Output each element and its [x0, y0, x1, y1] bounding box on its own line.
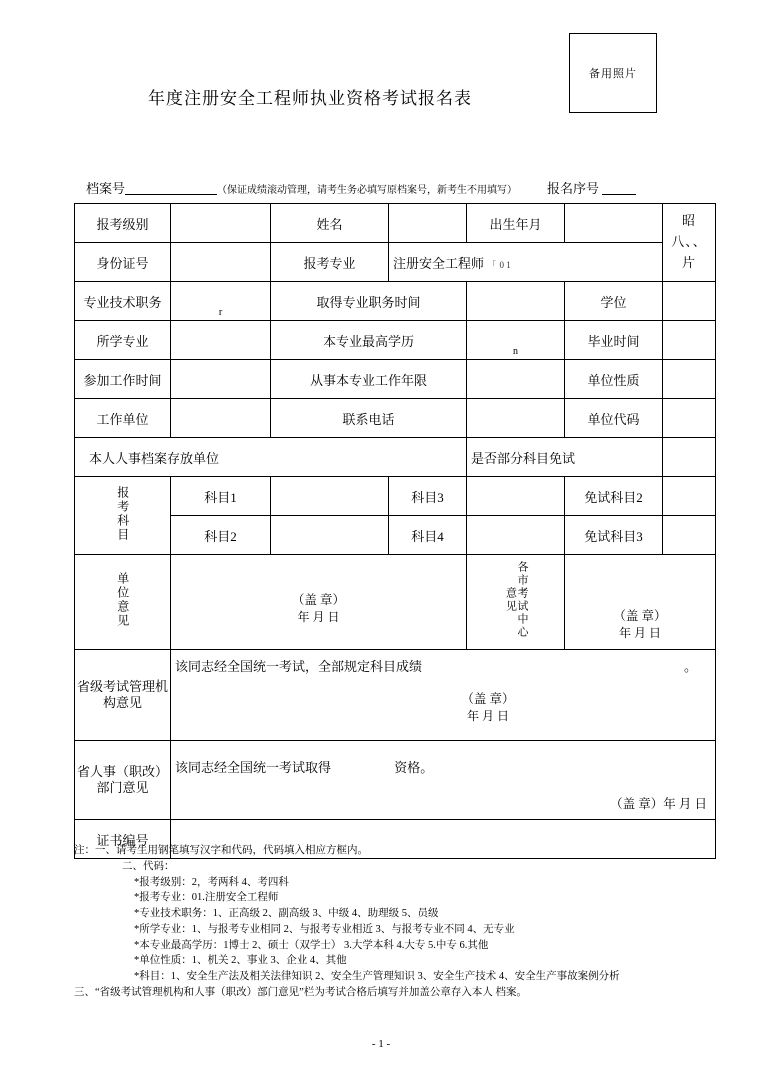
- cell-degree-label: 学位: [565, 282, 663, 321]
- province-personnel-seal: （盖 章）年 月 日: [610, 797, 707, 811]
- archive-number-label: 档案号: [86, 181, 126, 196]
- registration-sequence-label: 报名序号: [547, 181, 600, 196]
- cell-tech-title-value[interactable]: r: [171, 282, 271, 321]
- archive-number-line: [86, 178, 726, 197]
- cell-province-exam-side-label: 省级考试管理机构意见: [75, 650, 171, 741]
- note-line-4: *报考专业：01.注册安全工程师: [134, 892, 279, 904]
- cell-studied-major-label: 所学专业: [75, 321, 171, 360]
- table-row: [75, 282, 716, 321]
- cell-exam-level-value[interactable]: [171, 204, 271, 243]
- table-row: [75, 399, 716, 438]
- photo-char-3: 片: [681, 254, 696, 270]
- cell-tech-title-label: 专业技术职务: [75, 282, 171, 321]
- page-title: 年度注册安全工程师执业资格考试报名表: [148, 89, 472, 108]
- cell-studied-major-value[interactable]: [171, 321, 271, 360]
- cell-title-date-value[interactable]: [467, 282, 565, 321]
- cell-exempt-question-value[interactable]: [663, 438, 716, 477]
- cell-highest-edu-value[interactable]: n: [467, 321, 565, 360]
- cell-photo-placeholder: [663, 204, 716, 282]
- cell-work-years-label: 从事本专业工作年限: [271, 360, 467, 399]
- cell-subject-3-value[interactable]: [467, 477, 565, 516]
- cell-certificate-number-label: 证书编号: [75, 820, 171, 859]
- cell-city-center-body[interactable]: [565, 555, 716, 650]
- province-exam-text: 该同志经全国统一考试，全部规定科目成绩: [175, 659, 423, 674]
- cell-subject-2-label: 科目2: [171, 516, 271, 555]
- table-row: [75, 438, 716, 477]
- cell-id-number-label: 身份证号: [75, 243, 171, 282]
- cell-subject-3-label: 科目3: [389, 477, 467, 516]
- cell-subject-1-label: 科目1: [171, 477, 271, 516]
- cell-title-date-label: 取得专业职务时间: [271, 282, 467, 321]
- cell-unit-nature-value[interactable]: [663, 360, 716, 399]
- cell-degree-value[interactable]: [663, 282, 716, 321]
- form-notes: [74, 843, 734, 1001]
- table-row: [75, 516, 716, 555]
- cell-graduation-value[interactable]: [663, 321, 716, 360]
- cell-exempt-2-label: 免试科目2: [565, 477, 663, 516]
- cell-unit-opinion-body[interactable]: [171, 555, 467, 650]
- cell-exempt-3-value[interactable]: [663, 516, 716, 555]
- cell-work-years-value[interactable]: [467, 360, 565, 399]
- cell-phone-label: 联系电话: [271, 399, 467, 438]
- registration-sequence-blank[interactable]: [602, 181, 636, 195]
- apply-major-code: 0 1: [499, 259, 511, 270]
- cell-work-start-label: 参加工作时间: [75, 360, 171, 399]
- note-line-5: *专业技术职务：1、正高级 2、副高级 3、中级 4、助理级 5、员级: [134, 908, 439, 919]
- cell-archive-unit-label: 本人人事档案存放单位: [75, 438, 467, 477]
- cell-province-personnel-body[interactable]: [171, 741, 716, 820]
- archive-number-note: （保证成绩滚动管理，请考生务必填写原档案号，新考生不用填写）: [217, 185, 518, 196]
- cell-unit-code-label: 单位代码: [565, 399, 663, 438]
- cell-exempt-question-label: 是否部分科目免试: [467, 438, 663, 477]
- note-line-2: 二、代码：: [122, 860, 175, 872]
- archive-number-blank[interactable]: [125, 181, 217, 195]
- cell-name-label: 姓名: [271, 204, 389, 243]
- note-line-1: 注：一、请考生用钢笔填写汉字和代码，代码填入相应方框内。: [74, 845, 368, 856]
- note-line-9: *科目：1、安全生产法及相关法律知识 2、安全生产管理知识 3、安全生产技术 4、安全生产事故案例分析: [134, 971, 620, 982]
- province-exam-seal: （盖 章）: [461, 692, 515, 706]
- table-row: [75, 321, 716, 360]
- city-center-seal: （盖 章）: [613, 609, 667, 623]
- unit-opinion-seal: （盖 章）: [291, 592, 346, 607]
- note-line-8: *单位性质：1、机关 2、事业 3、企业 4、其他: [134, 955, 347, 967]
- cell-birth-date-value[interactable]: [565, 204, 663, 243]
- apply-major-text: 注册安全工程师: [393, 255, 485, 271]
- cell-subject-4-value[interactable]: [467, 516, 565, 555]
- cell-unit-nature-label: 单位性质: [565, 360, 663, 399]
- cell-work-unit-value[interactable]: [171, 399, 271, 438]
- province-exam-date: 年 月 日: [466, 709, 509, 723]
- cell-work-start-value[interactable]: [171, 360, 271, 399]
- cell-subject-1-value[interactable]: [271, 477, 389, 516]
- cell-unit-opinion-side-label: 单位意见: [75, 555, 171, 650]
- cell-phone-value[interactable]: [467, 399, 565, 438]
- photo-char-1: 昭: [681, 213, 696, 229]
- note-line-6: *所学专业：1、与报考专业相同 2、与报考专业相近 3、与报考专业不同 4、无专业: [134, 923, 515, 935]
- cell-birth-date-label: 出生年月: [467, 204, 565, 243]
- city-center-date: 年 月 日: [618, 626, 661, 640]
- cell-exempt-3-label: 免试科目3: [565, 516, 663, 555]
- cell-subject-4-label: 科目4: [389, 516, 467, 555]
- table-row: [75, 650, 716, 741]
- cell-work-unit-label: 工作单位: [75, 399, 171, 438]
- spare-photo-label: 备用照片: [589, 68, 637, 80]
- table-row: [75, 477, 716, 516]
- registration-form-table: [74, 203, 716, 859]
- cell-id-number-value[interactable]: [171, 243, 271, 282]
- cell-apply-major-value[interactable]: [389, 243, 663, 282]
- cell-apply-major-label: 报考专业: [271, 243, 389, 282]
- note-line-3: *报考级别：2，考两科 4、考四科: [134, 876, 289, 888]
- cell-unit-code-value[interactable]: [663, 399, 716, 438]
- cell-province-personnel-side-label: 省人事（职改）部门意见: [75, 741, 171, 820]
- photo-char-2: 八、、: [671, 234, 707, 250]
- cell-subjects-side-label: 报考科目: [75, 477, 171, 555]
- province-personnel-text: 该同志经全国统一考试取得: [175, 760, 332, 775]
- cell-province-exam-body[interactable]: [171, 650, 716, 741]
- province-exam-tail: 。: [683, 659, 697, 674]
- cell-exempt-2-value[interactable]: [663, 477, 716, 516]
- unit-opinion-date: 年 月 日: [297, 609, 340, 624]
- table-row: [75, 555, 716, 650]
- page-number: - 1 -: [371, 1038, 391, 1050]
- note-line-7: *本专业最高学历：1博士 2、硕士（双学士） 3.大学本科 4.大专 5.中专 6.其他: [134, 939, 489, 951]
- note-line-10: 三、“省级考试管理机构和人事（职改）部门意见”栏为考试合格后填写并加盖公章存入本人 档案。: [74, 986, 527, 998]
- cell-highest-edu-label: 本专业最高学历: [271, 321, 467, 360]
- table-row: [75, 360, 716, 399]
- table-row: [75, 741, 716, 820]
- table-row: [75, 243, 716, 282]
- cell-city-center-side-label: 各市考试中心意见: [467, 555, 565, 650]
- table-row: [75, 204, 716, 243]
- cell-graduation-label: 毕业时间: [565, 321, 663, 360]
- cell-exam-level-label: 报考级别: [75, 204, 171, 243]
- apply-major-bracket: 「: [487, 259, 497, 270]
- cell-subject-2-value[interactable]: [271, 516, 389, 555]
- cell-name-value[interactable]: [389, 204, 467, 243]
- province-personnel-text2: 资格。: [394, 760, 434, 775]
